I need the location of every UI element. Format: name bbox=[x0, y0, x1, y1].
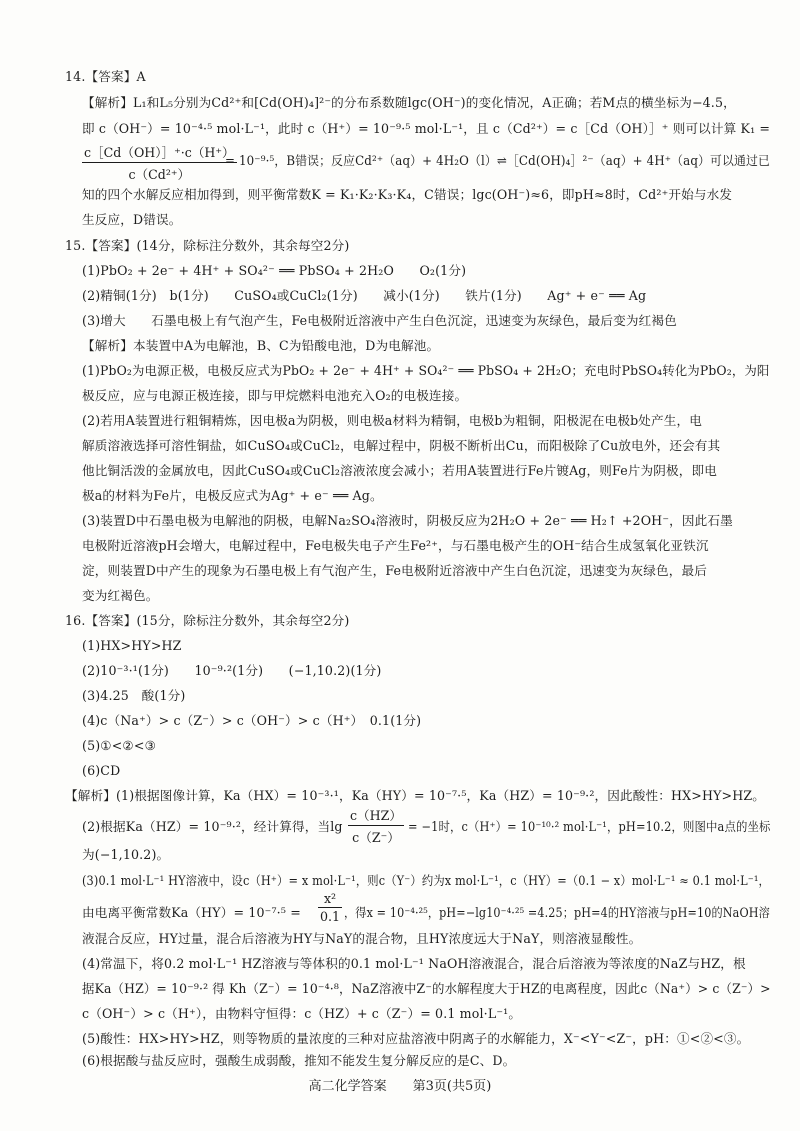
q16-answer-1: (1)HX>HY>HZ bbox=[82, 638, 182, 653]
q16-analysis-line-9: c（OH⁻）> c（H⁺），由物料守恒得：c（HZ）+ c（Z⁻）= 0.1 mol·L⁻¹。 bbox=[82, 1006, 522, 1021]
q16-analysis-line-10: (5)酸性：HX>HY>HZ，则等物质的量浓度的三种对应盐溶液中阴离子的水解能力，X⁻<Y⁻<Z⁻，pH：①<②<③。 bbox=[82, 1031, 750, 1046]
q16-analysis-line-5b: ，得x = 10⁻⁴·²⁵，pH=−lg10⁻⁴·²⁵ =4.25；pH=4的HY溶液与pH=10的NaOH溶 bbox=[344, 905, 770, 920]
q15-answer-1: (1)PbO₂ + 2e⁻ + 4H⁺ + SO₄²⁻ ══ PbSO₄ + 2H₂O O₂(1分) bbox=[82, 263, 467, 278]
q16-title: 16.【答案】(15分，除标注分数外，其余每空2分) bbox=[65, 613, 350, 628]
q14-analysis-line-5: 生反应，D错误。 bbox=[82, 212, 182, 227]
q15-analysis-line-6: 他比铜活泼的金属放电，因此CuSO₄或CuCl₂溶液浓度会减小；若用A装置进行Fe片镀Ag，则Fe片为阴极，即电 bbox=[82, 463, 718, 478]
q14-k1-fraction bbox=[82, 142, 237, 183]
q16-ka-fraction bbox=[318, 891, 342, 924]
q14-title: 14.【答案】A bbox=[65, 69, 146, 84]
q15-analysis-line-7: 极a的材料为Fe片，电极反应式为Ag⁺ + e⁻ ══ Ag。 bbox=[82, 488, 383, 503]
q16-analysis-line-7: (4)常温下，将0.2 mol·L⁻¹ HZ溶液与等体积的0.1 mol·L⁻¹ NaOH溶液混合，混合后溶液为等浓度的NaZ与HZ，根 bbox=[82, 956, 746, 971]
q15-answer-3: (3)增大 石墨电极上有气泡产生，Fe电极附近溶液中产生白色沉淀，迅速变为灰绿色，最后变为红褐色 bbox=[82, 313, 677, 328]
q16-ratio-numerator: c（HZ） bbox=[348, 805, 404, 826]
q14-k1-denominator: c（Cd²⁺） bbox=[128, 167, 191, 182]
q16-analysis-line-8: 据Ka（HZ）= 10⁻⁹·² 得 Kh（Z⁻）= 10⁻⁴·⁸，NaZ溶液中Z⁻的水解程度大于HZ的电离程度，因此c（Na⁺）> c（Z⁻）> bbox=[82, 981, 771, 996]
q15-analysis-line-1: 【解析】本装置中A为电解池，B、C为铅酸电池，D为电解池。 bbox=[82, 338, 440, 353]
q14-analysis-line-2: 即 c（OH⁻）= 10⁻⁴·⁵ mol·L⁻¹，此时 c（H⁺）= 10⁻⁹·⁵ mol·L⁻¹，且 c（Cd²⁺）= c［Cd（OH）］⁺ 则可以计算 K₁ = bbox=[82, 121, 771, 136]
q15-analysis-line-4: (2)若用A装置进行粗铜精炼，因电极a为阴极，则电极a材料为精铜，电极b为粗铜，阳极泥在电极b处产生，电 bbox=[82, 413, 702, 428]
page-footer: 高二化学答案 第3页(共5页) bbox=[308, 1079, 492, 1094]
q16-answer-5: (5)①<②<③ bbox=[82, 738, 157, 753]
q14-k1-numerator: c［Cd（OH）］⁺·c（H⁺） bbox=[82, 142, 237, 163]
q16-ka-denominator: 0.1 bbox=[320, 909, 341, 924]
q15-analysis-line-3: 极反应，应与电源正极连接，即与甲烷燃料电池充入O₂的电极连接。 bbox=[82, 388, 468, 403]
q15-analysis-line-5: 解质溶液选择可溶性铜盐，如CuSO₄或CuCl₂，电解过程中，阴极不断析出Cu，而阳极除了Cu放电外，还会有其 bbox=[82, 438, 721, 453]
q16-analysis-line-2b: = −1时，c（H⁺）= 10⁻¹⁰·² mol·L⁻¹，pH=10.2，则图中a点的坐标 bbox=[408, 819, 771, 834]
q15-analysis-line-2: (1)PbO₂为电源正极，电极反应式为PbO₂ + 2e⁻ + 4H⁺ + SO₄²⁻ ══ PbSO₄ + 2H₂O；充电时PbSO₄转化为PbO₂，为阳 bbox=[82, 363, 770, 378]
q15-analysis-line-11: 变为红褐色。 bbox=[82, 588, 159, 603]
q16-analysis-line-3: 为(−1,10.2)。 bbox=[82, 847, 170, 862]
q15-answer-2: (2)精铜(1分) b(1分) CuSO₄或CuCl₂(1分) 减小(1分) 铁片(1分) Ag⁺ + e⁻ ══ Ag bbox=[82, 288, 647, 303]
q16-answer-4: (4)c（Na⁺）> c（Z⁻）> c（OH⁻）> c（H⁺） 0.1(1分) bbox=[82, 713, 422, 728]
q15-analysis-line-10: 淀，则装置D中产生的现象为石墨电极上有气泡产生，Fe电极附近溶液中产生白色沉淀，迅速变为灰绿色，最后 bbox=[82, 563, 708, 578]
q16-analysis-line-2a: (2)根据Ka（HZ）= 10⁻⁹·²，经计算得，当lg bbox=[82, 819, 343, 834]
q16-analysis-line-5a: 由电离平衡常数Ka（HY）= 10⁻⁷·⁵ = bbox=[82, 905, 301, 920]
q15-analysis-line-9: 电极附近溶液pH会增大，电解过程中，Fe电极失电子产生Fe²⁺，与石墨电极产生的OH⁻结合生成氢氧化亚铁沉 bbox=[82, 538, 709, 553]
q16-answer-6: (6)CD bbox=[82, 763, 121, 778]
q14-analysis-line-1: 【解析】L₁和L₅分别为Cd²⁺和[Cd(OH)₄]²⁻的分布系数随lgc(OH⁻)的变化情况，A正确；若M点的横坐标为−4.5， bbox=[82, 95, 736, 110]
q14-analysis-line-4: 知的四个水解反应相加得到，则平衡常数K = K₁·K₂·K₃·K₄，C错误；lgc(OH⁻)≈6，即pH≈8时，Cd²⁺开始与水发 bbox=[82, 187, 733, 202]
q15-analysis-line-8: (3)装置D中石墨电极为电解池的阴极，电解Na₂SO₄溶液时，阴极反应为2H₂O + 2e⁻ ══ H₂↑ +2OH⁻，因此石墨 bbox=[82, 513, 733, 528]
q16-ratio-fraction bbox=[348, 805, 404, 846]
q15-title: 15.【答案】(14分，除标注分数外，其余每空2分) bbox=[65, 238, 350, 253]
q16-ratio-denominator: c（Z⁻） bbox=[352, 830, 400, 845]
q16-answer-3: (3)4.25 酸(1分) bbox=[82, 688, 186, 703]
q16-analysis-line-6: 液混合反应，HY过量，混合后溶液为HY与NaY的混合物，且HY浓度远大于NaY，则溶液显酸性。 bbox=[82, 931, 642, 946]
q16-analysis-line-1: 【解析】(1)根据图像计算，Ka（HX）= 10⁻³·¹，Ka（HY）= 10⁻⁷·⁵，Ka（HZ）= 10⁻⁹·²，因此酸性：HX>HY>HZ。 bbox=[65, 788, 766, 803]
q14-analysis-line-3: = 10⁻⁹·⁵，B错误；反应Cd²⁺（aq）+ 4H₂O（l）⇌［Cd(OH)₄］²⁻（aq）+ 4H⁺（aq）可以通过已 bbox=[225, 153, 770, 168]
q16-ka-numerator: x² bbox=[318, 891, 342, 908]
q16-answer-2: (2)10⁻³·¹(1分) 10⁻⁹·²(1分) (−1,10.2)(1分) bbox=[82, 663, 382, 678]
q16-analysis-line-4: (3)0.1 mol·L⁻¹ HY溶液中，设c（H⁺）= x mol·L⁻¹，则c（Y⁻）约为x mol·L⁻¹，c（HY）=（0.1 − x）mol·L⁻¹ ≈ 0.1 mol·L⁻¹， bbox=[82, 873, 770, 888]
q16-analysis-line-11: (6)根据酸与盐反应时，强酸生成弱酸，推知不能发生复分解反应的是C、D。 bbox=[82, 1053, 516, 1068]
